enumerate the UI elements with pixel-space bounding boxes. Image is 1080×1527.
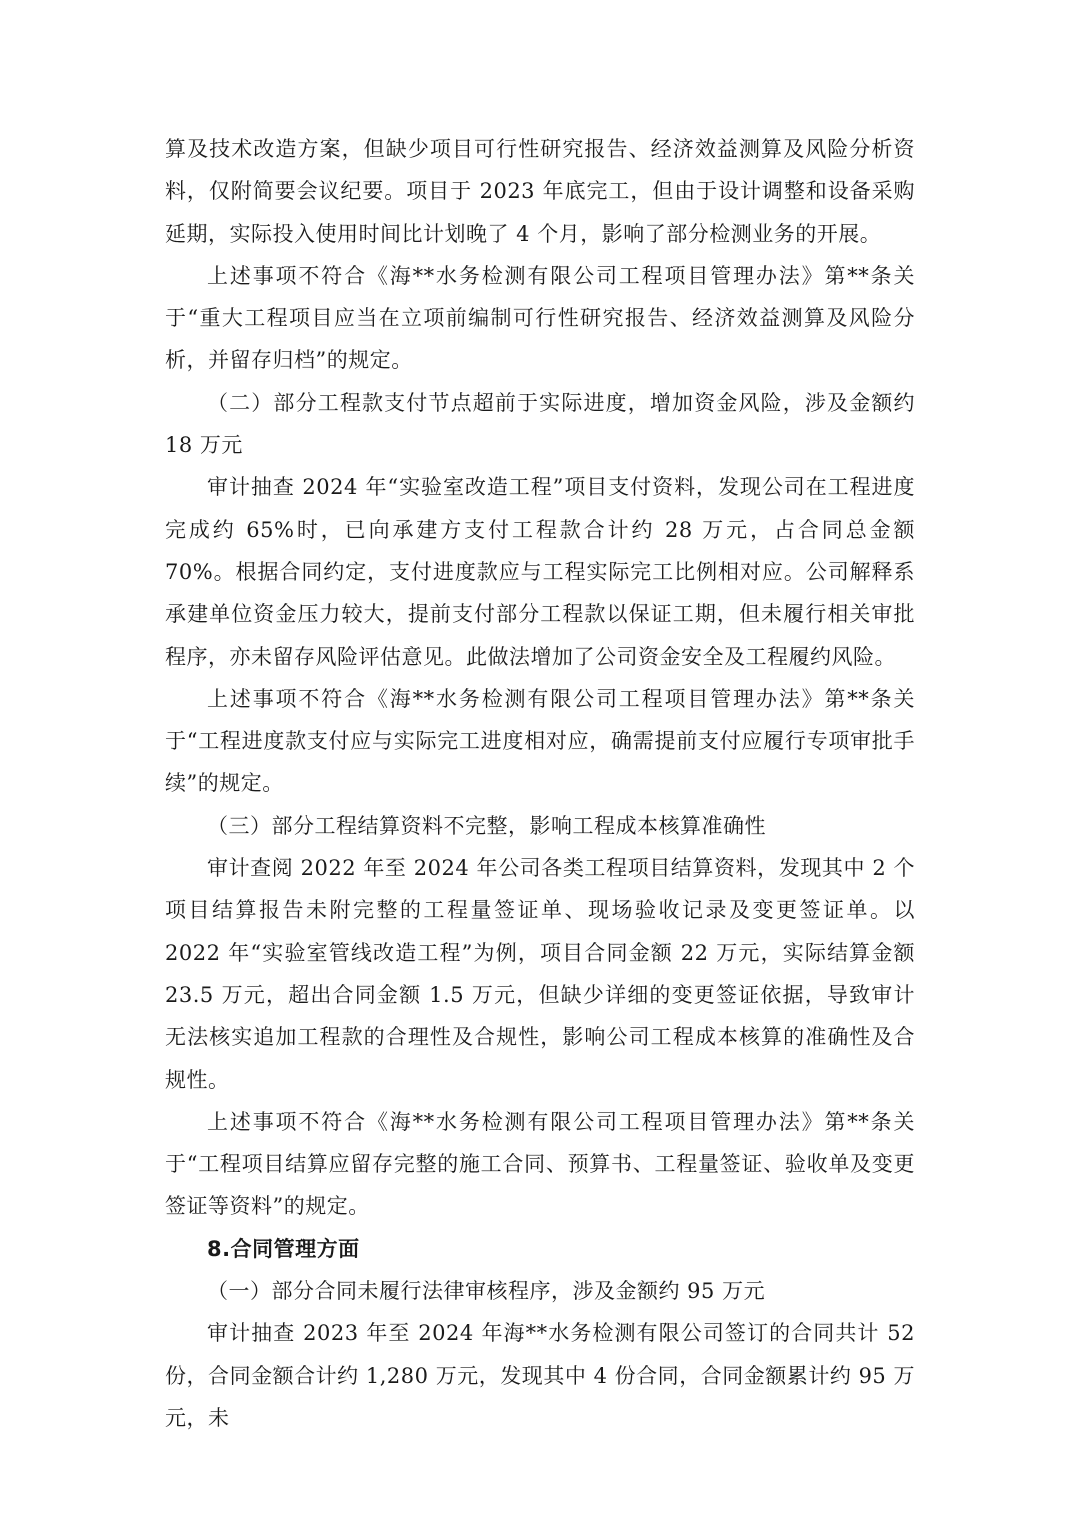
section-heading-contract-1: （一）部分合同未履行法律审核程序，涉及金额约 95 万元	[207, 1279, 766, 1304]
section-heading-3: （三）部分工程结算资料不完整，影响工程成本核算准确性	[207, 813, 766, 838]
document-page	[165, 128, 915, 1439]
paragraph-audit-payment: 审计抽查 2024 年“实验室改造工程”项目支付资料，发现公司在工程进度完成约 65%时，已向承建方支付工程款合计约 28 万元，占合同总金额 70%。根据合同约定，支付进度款应与工程实际完工比例相对应。公司解释系承建单位资金压力较大，提前支付部分工程款以保证工期，但未履行相关审批程序，亦未留存风险评估意见。此做法增加了公司资金安全及工程履约风险。	[165, 475, 915, 669]
paragraph-audit-contract: 审计抽查 2023 年至 2024 年海**水务检测有限公司签订的合同共计 52 份，合同金额合计约 1,280 万元，发现其中 4 份合同，合同金额累计约 95 万元，未	[165, 1321, 915, 1430]
paragraph-regulation-1: 上述事项不符合《海**水务检测有限公司工程项目管理办法》第**条关于“重大工程项目应当在立项前编制可行性研究报告、经济效益测算及风险分析，并留存归档”的规定。	[165, 263, 915, 373]
chapter-heading-contract: 8.合同管理方面	[207, 1236, 360, 1261]
paragraph-audit-settlement: 审计查阅 2022 年至 2024 年公司各类工程项目结算资料，发现其中 2 个项目结算报告未附完整的工程量签证单、现场验收记录及变更签证单。以 2022 年“实验室管线改造工程”为例，项目合同金额 22 万元，实际结算金额 23.5 万元，超出合同金额 1.5 万元，但缺少详细的变更签证依据，导致审计无法核实追加工程款的合理性及合规性，影响公司工程成本核算的准确性及合规性。	[165, 856, 915, 1092]
section-heading-2: （二）部分工程款支付节点超前于实际进度，增加资金风险，涉及金额约 18 万元	[165, 390, 915, 458]
paragraph-regulation-2: 上述事项不符合《海**水务检测有限公司工程项目管理办法》第**条关于“工程进度款支付应与实际完工进度相对应，确需提前支付应履行专项审批手续”的规定。	[165, 686, 915, 796]
paragraph-regulation-3: 上述事项不符合《海**水务检测有限公司工程项目管理办法》第**条关于“工程项目结算应留存完整的施工合同、预算书、工程量签证、验收单及变更签证等资料”的规定。	[165, 1109, 915, 1219]
paragraph-continuation: 算及技术改造方案，但缺少项目可行性研究报告、经济效益测算及风险分析资料，仅附简要会议纪要。项目于 2023 年底完工，但由于设计调整和设备采购延期，实际投入使用时间比计划晚了 4 个月，影响了部分检测业务的开展。	[165, 137, 915, 246]
